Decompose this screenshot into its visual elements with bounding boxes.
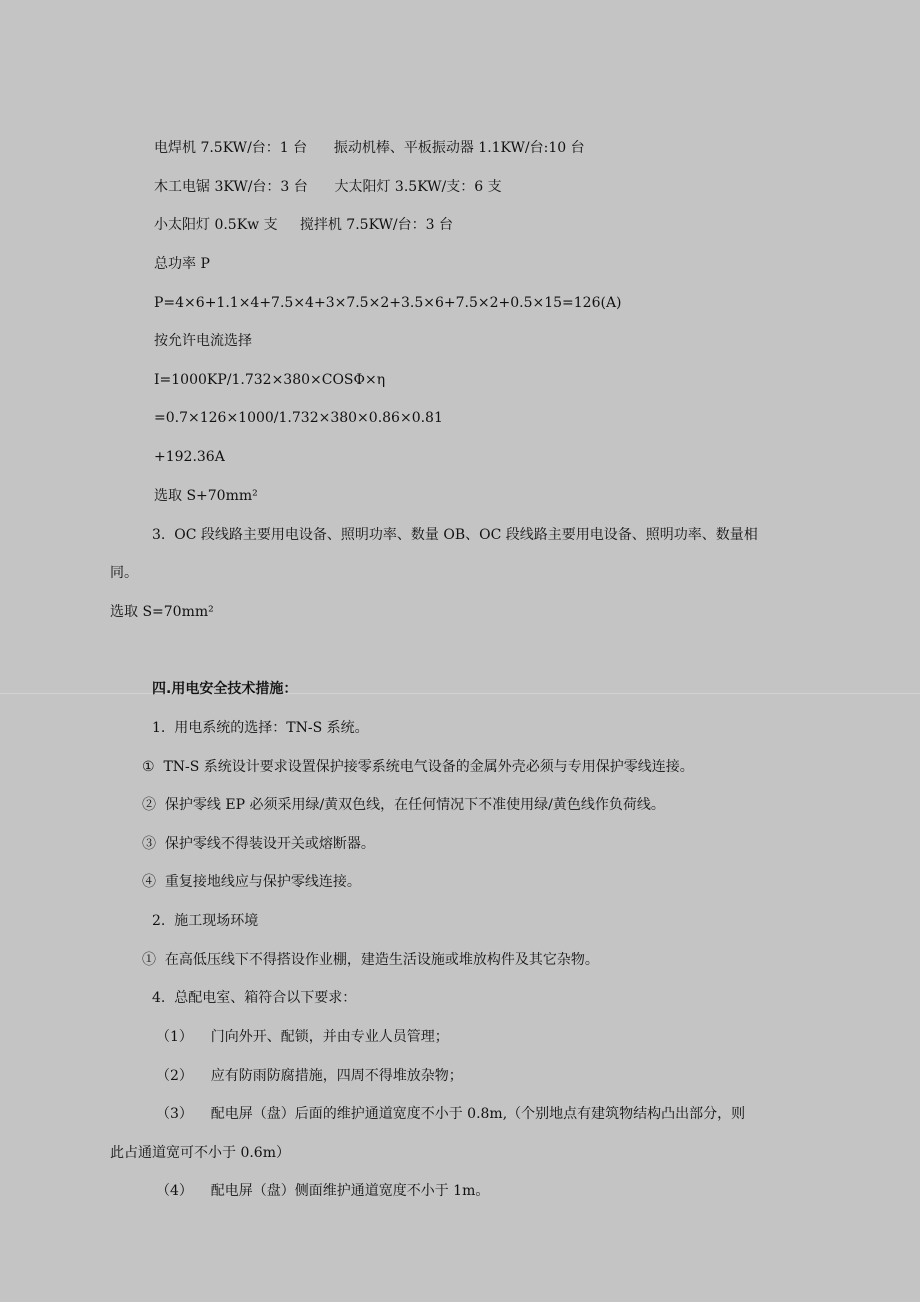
current-result: +192.36A bbox=[154, 449, 225, 465]
oc-line-paragraph: 3. OC 段线路主要用电设备、照明功率、数量 OB、OC 段线路主要用电设备、照明功率、数量相 bbox=[152, 527, 758, 543]
item-1-point-2: ② 保护零线 EP 必须采用绿/黄双色线，在任何情况下不准使用绿/黄色线作负荷线。 bbox=[142, 797, 665, 813]
item-4-title: 4. 总配电室、箱符合以下要求： bbox=[152, 990, 357, 1006]
item-4-point-3-cont: 此占通道宽可不小于 0.6m） bbox=[110, 1145, 290, 1161]
item-4-point-3: （3） 配电屏（盘）后面的维护通道宽度不小于 0.8m,（个别地点有建筑物结构凸出部分，则 bbox=[156, 1106, 746, 1122]
item-1-title: 1. 用电系统的选择：TN-S 系统。 bbox=[152, 720, 369, 736]
equipment-line-2: 木工电锯 3KW/台：3 台 大太阳灯 3.5KW/支：6 支 bbox=[154, 179, 502, 195]
item-1-point-4: ④ 重复接地线应与保护零线连接。 bbox=[142, 874, 361, 890]
item-1-point-3: ③ 保护零线不得装设开关或熔断器。 bbox=[142, 836, 375, 852]
item-4-point-2: （2） 应有防雨防腐措施，四周不得堆放杂物； bbox=[156, 1068, 463, 1084]
equipment-line-3: 小太阳灯 0.5Kw 支 搅拌机 7.5KW/台：3 台 bbox=[154, 217, 453, 233]
current-selection-label: 按允许电流选择 bbox=[154, 333, 252, 349]
cable-selection-2: 选取 S=70mm² bbox=[110, 604, 214, 620]
equipment-line-1: 电焊机 7.5KW/台：1 台 振动机棒、平板振动器 1.1KW/台:10 台 bbox=[154, 140, 585, 156]
current-calculation: =0.7×126×1000/1.732×380×0.86×0.81 bbox=[154, 410, 443, 426]
power-formula: P=4×6+1.1×4+7.5×4+3×7.5×2+3.5×6+7.5×2+0.5×15=126(A) bbox=[154, 295, 622, 311]
section-heading: 四.用电安全技术措施： bbox=[152, 681, 298, 697]
item-2-title: 2. 施工现场环境 bbox=[152, 913, 259, 929]
item-4-point-1: （1） 门向外开、配锁，并由专业人员管理； bbox=[156, 1029, 449, 1045]
item-4-point-4: （4） 配电屏（盘）侧面维护通道宽度不小于 1m。 bbox=[156, 1183, 490, 1199]
item-2-point-1: ① 在高低压线下不得搭设作业棚，建造生活设施或堆放构件及其它杂物。 bbox=[142, 952, 599, 968]
cable-selection-1: 选取 S+70mm² bbox=[154, 488, 258, 504]
total-power-label: 总功率 P bbox=[154, 256, 210, 272]
current-formula: I=1000KP/1.732×380×COSΦ×η bbox=[154, 372, 386, 388]
item-1-point-1: ① TN-S 系统设计要求设置保护接零系统电气设备的金属外壳必须与专用保护零线连接。 bbox=[142, 759, 694, 775]
page-fold-line bbox=[0, 693, 920, 694]
oc-line-paragraph-cont: 同。 bbox=[110, 565, 138, 581]
